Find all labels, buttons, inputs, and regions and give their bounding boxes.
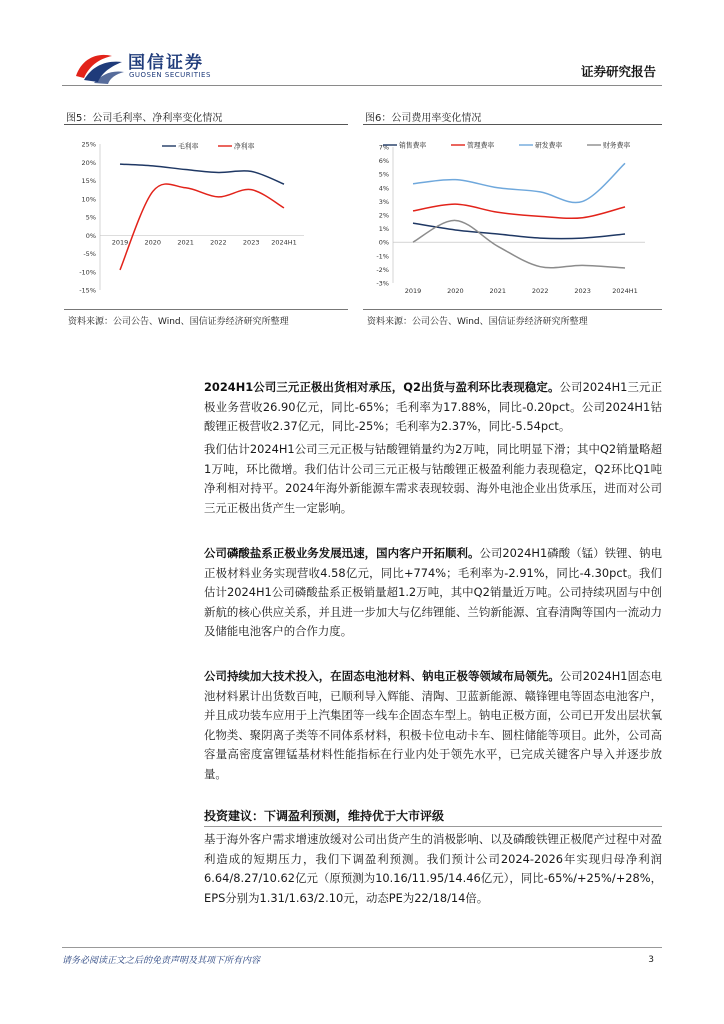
figure-5-top-rule [64, 124, 348, 125]
figure-5-source: 资料来源：公司公告、Wind、国信证券经济研究所整理 [68, 317, 289, 327]
y-tick-label: 0% [85, 231, 96, 240]
footer-divider [62, 947, 662, 948]
series-line [120, 164, 284, 184]
figure-5-bottom-rule [64, 309, 348, 310]
paragraph-ternary-cathode [204, 378, 662, 437]
x-tick-label: 2020 [447, 287, 464, 296]
figure-5-caption: 图5：公司毛利率、净利率变化情况 [66, 113, 223, 124]
y-tick-label: 20% [81, 158, 96, 167]
paragraph-sales-estimate [204, 440, 662, 518]
x-tick-label: 2020 [144, 238, 162, 247]
legend-label: 研发费率 [535, 141, 563, 150]
legend-label: 净利率 [234, 142, 255, 151]
figure-6-bottom-rule [363, 309, 662, 310]
paragraph-ternary-cathode-body: 公司2024H1三元正极业务营收26.90亿元，同比-65%；毛利率为17.88%，同比-0.20pct。公司2024H1钴酸锂正极营收2.37亿元，同比-25%；毛利率为2.37%，同比-5.54pct。 [204, 380, 662, 434]
paragraph-tech-investment [204, 667, 662, 785]
investment-advice-heading: 投资建议：下调盈利预测，维持优于大市评级 [204, 809, 445, 823]
x-tick-label: 2022 [210, 238, 227, 247]
legend-label: 销售费率 [399, 141, 427, 150]
x-tick-label: 2021 [489, 287, 507, 296]
paragraph-tech-investment-lead: 公司持续加大技术投入，在固态电池材料、钠电正极等领域布局领先。 [204, 669, 560, 683]
y-tick-label: 25% [81, 140, 96, 149]
brand-name-en: GUOSEN SECURITIES [129, 71, 211, 79]
figure-6-chart [363, 128, 662, 306]
figure-6-source: 资料来源：公司公告、Wind、国信证券经济研究所整理 [367, 317, 588, 327]
series-line [120, 184, 284, 270]
paragraph-phosphate-cathode-body: 公司2024H1磷酸（锰）铁锂、钠电正极材料业务实现营收4.58亿元，同比+774%；毛利率为-2.91%，同比-4.30pct。我们估计2024H1公司磷酸盐系正极销量超1.2万吨，其中Q2销量近万吨。公司持续巩固与中创新航的核心供应关系，并且进一步加大与亿纬锂能、兰钧新能源、宜春清陶等国内一流动力及储能电池客户的合作力度。 [204, 546, 662, 639]
y-tick-label: 3% [378, 197, 389, 206]
y-tick-label: 15% [81, 177, 96, 185]
y-tick-label: 5% [85, 213, 96, 222]
x-tick-label: 2024H1 [271, 238, 297, 247]
paragraph-investment-advice-body: 基于海外客户需求增速放缓对公司出货产生的消极影响、以及磷酸铁锂正极爬产过程中对盈利造成的短期压力，我们下调盈利预测。我们预计公司2024-2026年实现归母净利润6.64/8.27/10.62亿元（原预测为10.16/11.95/14.46亿元），同比-65%/+25%/+28%，EPS分别为1.31/1.63/2.10元，动态PE为22/18/14倍。 [204, 832, 662, 905]
x-tick-label: 2021 [177, 238, 194, 247]
figure-6-top-rule [363, 124, 662, 125]
x-tick-label: 2019 [111, 238, 129, 247]
paragraph-investment-advice [204, 830, 662, 908]
header-divider [62, 85, 662, 86]
series-line [413, 204, 625, 218]
guosen-logo-icon [72, 46, 126, 86]
series-line [413, 163, 625, 202]
y-tick-label: 6% [378, 157, 389, 166]
x-tick-label: 2024H1 [612, 287, 638, 296]
legend-label: 毛利率 [178, 142, 199, 151]
y-tick-label: 5% [378, 170, 389, 179]
y-tick-label: -5% [83, 250, 96, 258]
x-tick-label: 2019 [404, 287, 422, 296]
y-tick-label: 2% [378, 211, 389, 220]
y-tick-label: 1% [378, 225, 389, 234]
paragraph-phosphate-cathode [204, 544, 662, 642]
paragraph-sales-estimate-body: 我们估计2024H1公司三元正极与钴酸锂销量约为2万吨，同比明显下滑；其中Q2销量略超1万吨，环比微增。我们估计公司三元正极与钴酸锂正极盈利能力表现稳定，Q2环比Q1吨净利相对持平。2024年海外新能源车需求表现较弱、海外电池企业出货承压，进而对公司三元正极出货产生一定影响。 [204, 442, 662, 515]
x-tick-label: 2022 [531, 287, 549, 296]
page-number: 3 [648, 955, 654, 965]
legend-label: 财务费率 [603, 141, 631, 150]
x-tick-label: 2023 [574, 287, 591, 296]
x-tick-label: 2023 [242, 238, 260, 247]
y-tick-label: -15% [79, 286, 96, 295]
y-tick-label: -3% [376, 279, 389, 288]
series-line [413, 223, 625, 238]
legend-label: 管理费率 [467, 141, 495, 150]
figure-6-caption: 图6：公司费用率变化情况 [365, 113, 482, 124]
header [0, 0, 724, 90]
y-tick-label: -1% [376, 252, 389, 261]
paragraph-tech-investment-body: 公司2024H1固态电池材料累计出货数百吨，已顺利导入辉能、清陶、卫蓝新能源、赣锋锂电等固态电池客户，并且成功装车应用于上汽集团等一线车企固态车型上。钠电正极方面，公司已开发出层状氧化物类、聚阴离子类等不同体系材料，积极卡位电动卡车、圆柱储能等项目。此外，公司高容量高密度富锂锰基材料性能指标在行业内处于领先水平，已完成关键客户导入并逐步放量。 [204, 669, 662, 781]
report-type-title: 证券研究报告 [580, 64, 656, 79]
brand-name-cn: 国信证券 [128, 53, 204, 73]
y-tick-label: -10% [79, 268, 96, 277]
y-tick-label: -2% [376, 265, 389, 274]
figure-5-chart [64, 128, 348, 306]
paragraph-phosphate-cathode-lead: 公司磷酸盐系正极业务发展迅速，国内客户开拓顺利。 [204, 546, 480, 560]
investment-advice-rule [204, 826, 662, 827]
series-line [413, 220, 625, 268]
footer-disclaimer: 请务必阅读正文之后的免责声明及其项下所有内容 [62, 956, 261, 966]
y-tick-label: 0% [378, 238, 389, 247]
y-tick-label: 10% [81, 195, 96, 204]
y-tick-label: 7% [378, 143, 389, 152]
paragraph-ternary-cathode-lead: 2024H1公司三元正极出货相对承压，Q2出货与盈利环比表现稳定。 [204, 380, 560, 394]
y-tick-label: 4% [378, 184, 389, 193]
